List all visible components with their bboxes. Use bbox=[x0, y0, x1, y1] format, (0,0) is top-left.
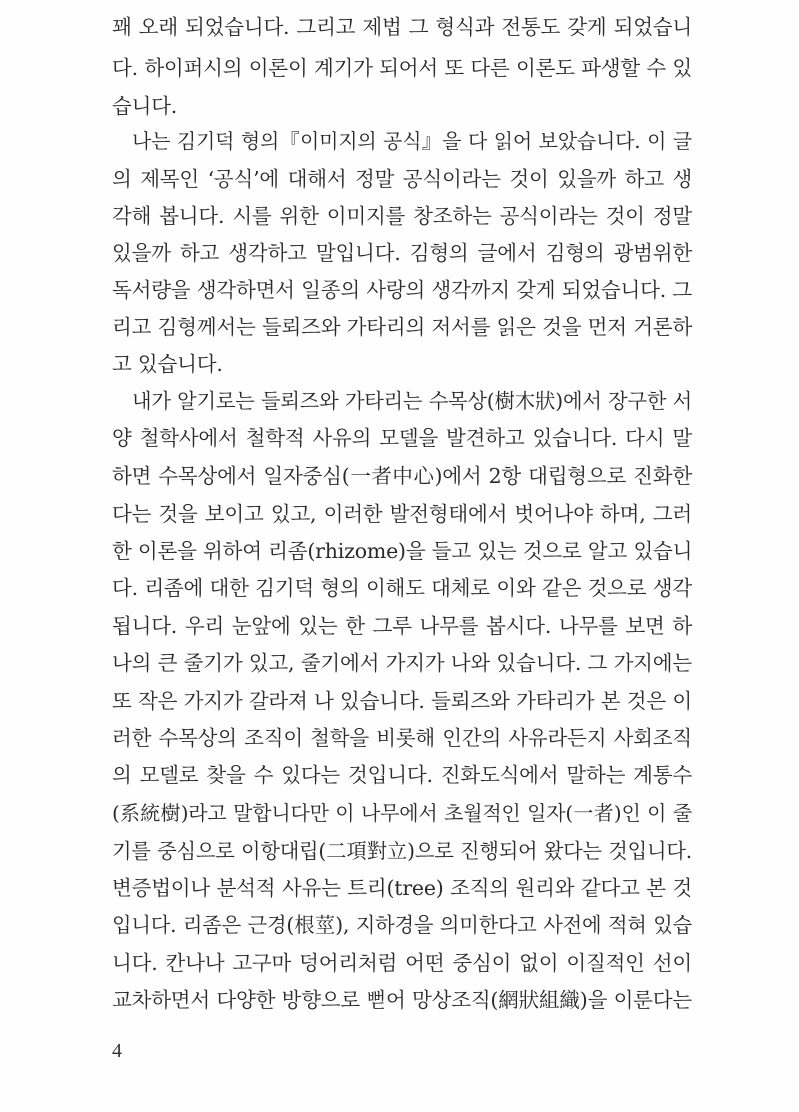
text-line: 하면 수목상에서 일자중심(一者中心)에서 2항 대립형으로 진화한 bbox=[112, 464, 692, 488]
text-line: 또 작은 가지가 갈라져 나 있습니다. 들뢰즈와 가타리가 본 것은 이 bbox=[112, 689, 692, 713]
text-line: 변증법이나 분석적 사유는 트리(tree) 조직의 원리와 같다고 본 것 bbox=[112, 876, 692, 900]
text-line: 됩니다. 우리 눈앞에 있는 한 그루 나무를 봅시다. 나무를 보면 하 bbox=[112, 614, 692, 638]
text-line: 러한 수목상의 조직이 철학을 비롯해 인간의 사유라든지 사회조직 bbox=[112, 726, 692, 750]
text-line: 리고 김형께서는 들뢰즈와 가타리의 저서를 읽은 것을 먼저 거론하 bbox=[112, 315, 692, 339]
text-line: 입니다. 리좀은 근경(根莖), 지하경을 의미한다고 사전에 적혀 있습 bbox=[112, 913, 692, 937]
text-line: 다. 리좀에 대한 김기덕 형의 이해도 대체로 이와 같은 것으로 생각 bbox=[112, 576, 692, 600]
text-line: 니다. 칸나나 고구마 덩어리처럼 어떤 중심이 없이 이질적인 선이 bbox=[112, 951, 692, 975]
text-line: 나는 김기덕 형의『이미지의 공식』을 다 읽어 보았습니다. 이 글 bbox=[132, 129, 692, 153]
text-line: 나의 큰 줄기가 있고, 줄기에서 가지가 나와 있습니다. 그 가지에는 bbox=[112, 651, 692, 675]
text-line: 있을까 하고 생각하고 말입니다. 김형의 글에서 김형의 광범위한 bbox=[112, 241, 692, 265]
text-line: 각해 봅니다. 시를 위한 이미지를 창조하는 공식이라는 것이 정말 bbox=[112, 204, 692, 228]
text-line: 의 제목인 ‘공식’에 대해서 정말 공식이라는 것이 있을까 하고 생 bbox=[112, 167, 692, 191]
text-line: 의 모델로 찾을 수 있다는 것입니다. 진화도식에서 말하는 계통수 bbox=[112, 763, 692, 787]
text-line: 독서량을 생각하면서 일종의 사랑의 생각까지 갖게 되었습니다. 그 bbox=[112, 278, 692, 302]
text-line: 다는 것을 보이고 있고, 이러한 발전형태에서 벗어나야 하며, 그러 bbox=[112, 502, 692, 526]
text-line: 꽤 오래 되었습니다. 그리고 제법 그 형식과 전통도 갖게 되었습니 bbox=[112, 15, 692, 39]
text-line: 한 이론을 위하여 리좀(rhizome)을 들고 있는 것으로 알고 있습니 bbox=[112, 539, 693, 563]
text-line: (系統樹)라고 말합니다만 이 나무에서 초월적인 일자(一者)인 이 줄 bbox=[112, 801, 692, 825]
text-line: 습니다. bbox=[112, 94, 178, 118]
text-line: 고 있습니다. bbox=[112, 352, 223, 376]
text-line: 내가 알기로는 들뢰즈와 가타리는 수목상(樹木狀)에서 장구한 서 bbox=[132, 389, 692, 413]
page-number: 4 bbox=[112, 1040, 122, 1062]
text-line: 양 철학사에서 철학적 사유의 모델을 발견하고 있습니다. 다시 말 bbox=[112, 426, 692, 450]
text-line: 다. 하이퍼시의 이론이 계기가 되어서 또 다른 이론도 파생할 수 있 bbox=[112, 56, 692, 80]
text-line: 기를 중심으로 이항대립(二項對立)으로 진행되어 왔다는 것입니다. bbox=[112, 839, 692, 863]
text-line: 교차하면서 다양한 방향으로 뻗어 망상조직(網狀組織)을 이룬다는 bbox=[112, 988, 692, 1012]
